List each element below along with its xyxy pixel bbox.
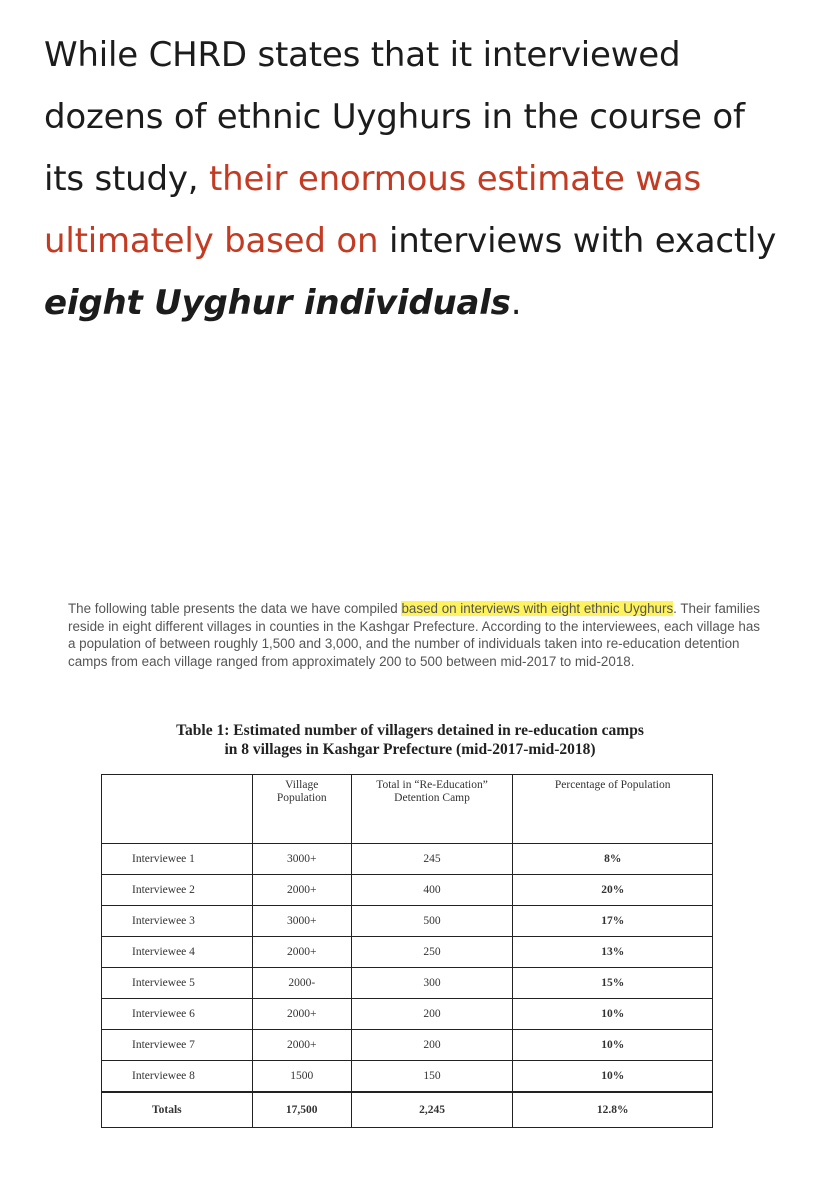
table-title-line2: in 8 villages in Kashgar Prefecture (mid-2017-mid-2018) bbox=[224, 741, 596, 758]
table-row bbox=[102, 844, 713, 875]
article-text-part5: . bbox=[510, 283, 522, 323]
row-detained: 300 bbox=[351, 968, 513, 999]
row-percent: 17% bbox=[513, 906, 713, 937]
report-intro-paragraph bbox=[68, 600, 768, 670]
intro-text-after: . Their families reside in eight different villages in counties in the Kashgar Prefecture. According to the interviewees, each village has a population of between roughly 1,500 and 3,000, and the number of individuals taken into re-education detention camps from each village ranged from approximately 200 to 500 between mid-2017 to mid-2018. bbox=[68, 601, 761, 669]
table-header-row bbox=[102, 775, 713, 844]
table-title-line1: Table 1: Estimated number of villagers detained in re-education camps bbox=[176, 722, 644, 739]
row-detained: 500 bbox=[351, 906, 513, 937]
header-percentage: Percentage of Population bbox=[513, 775, 713, 844]
row-detained: 150 bbox=[351, 1061, 513, 1093]
row-population: 2000+ bbox=[252, 1030, 351, 1061]
row-detained: 250 bbox=[351, 937, 513, 968]
totals-detained: 2,245 bbox=[351, 1092, 513, 1128]
row-percent: 8% bbox=[513, 844, 713, 875]
table-title bbox=[100, 721, 720, 759]
header-detained-total-line2: Detention Camp bbox=[394, 792, 470, 804]
row-population: 3000+ bbox=[252, 844, 351, 875]
row-percent: 15% bbox=[513, 968, 713, 999]
row-population: 2000+ bbox=[252, 999, 351, 1030]
table-row bbox=[102, 1061, 713, 1093]
intro-text-before: The following table presents the data we have compiled bbox=[68, 601, 402, 616]
table-row bbox=[102, 999, 713, 1030]
row-name: Interviewee 6 bbox=[102, 999, 253, 1030]
row-name: Interviewee 3 bbox=[102, 906, 253, 937]
article-emphasis-text: eight Uyghur individuals bbox=[44, 283, 511, 323]
row-population: 3000+ bbox=[252, 906, 351, 937]
article-text-part3: interviews with exactly bbox=[378, 221, 777, 261]
row-percent: 10% bbox=[513, 1030, 713, 1061]
intro-highlighted-text: based on interviews with eight ethnic Uyghurs bbox=[401, 601, 674, 616]
article-text-part1: While CHRD states that it interviewed dozens of ethnic Uyghurs in the course of its study, bbox=[44, 35, 745, 199]
article-highlighted-link-text[interactable]: their enormous estimate was ultimately based on bbox=[44, 159, 702, 261]
header-village-population-line2: Population bbox=[276, 792, 327, 804]
row-detained: 400 bbox=[351, 875, 513, 906]
article-paragraph bbox=[44, 24, 784, 334]
header-village-population-line1: Village bbox=[285, 779, 319, 791]
detention-table bbox=[101, 774, 713, 1128]
totals-population: 17,500 bbox=[252, 1092, 351, 1128]
row-population: 1500 bbox=[252, 1061, 351, 1093]
row-detained: 245 bbox=[351, 844, 513, 875]
header-empty bbox=[102, 775, 253, 844]
row-population: 2000+ bbox=[252, 937, 351, 968]
row-name: Interviewee 4 bbox=[102, 937, 253, 968]
row-name: Interviewee 5 bbox=[102, 968, 253, 999]
row-population: 2000- bbox=[252, 968, 351, 999]
header-detained-total bbox=[351, 775, 513, 844]
report-excerpt-image bbox=[0, 590, 821, 1200]
totals-label: Totals bbox=[102, 1092, 253, 1128]
totals-percent: 12.8% bbox=[513, 1092, 713, 1128]
table-row bbox=[102, 906, 713, 937]
table-row bbox=[102, 1030, 713, 1061]
row-percent: 10% bbox=[513, 1061, 713, 1093]
row-name: Interviewee 1 bbox=[102, 844, 253, 875]
row-population: 2000+ bbox=[252, 875, 351, 906]
row-name: Interviewee 7 bbox=[102, 1030, 253, 1061]
header-village-population bbox=[252, 775, 351, 844]
row-percent: 20% bbox=[513, 875, 713, 906]
table-row bbox=[102, 937, 713, 968]
header-detained-total-line1: Total in “Re-Education” bbox=[376, 779, 488, 791]
totals-row bbox=[102, 1092, 713, 1128]
table-row bbox=[102, 875, 713, 906]
row-name: Interviewee 2 bbox=[102, 875, 253, 906]
row-percent: 10% bbox=[513, 999, 713, 1030]
row-percent: 13% bbox=[513, 937, 713, 968]
row-detained: 200 bbox=[351, 1030, 513, 1061]
row-detained: 200 bbox=[351, 999, 513, 1030]
table-row bbox=[102, 968, 713, 999]
row-name: Interviewee 8 bbox=[102, 1061, 253, 1093]
